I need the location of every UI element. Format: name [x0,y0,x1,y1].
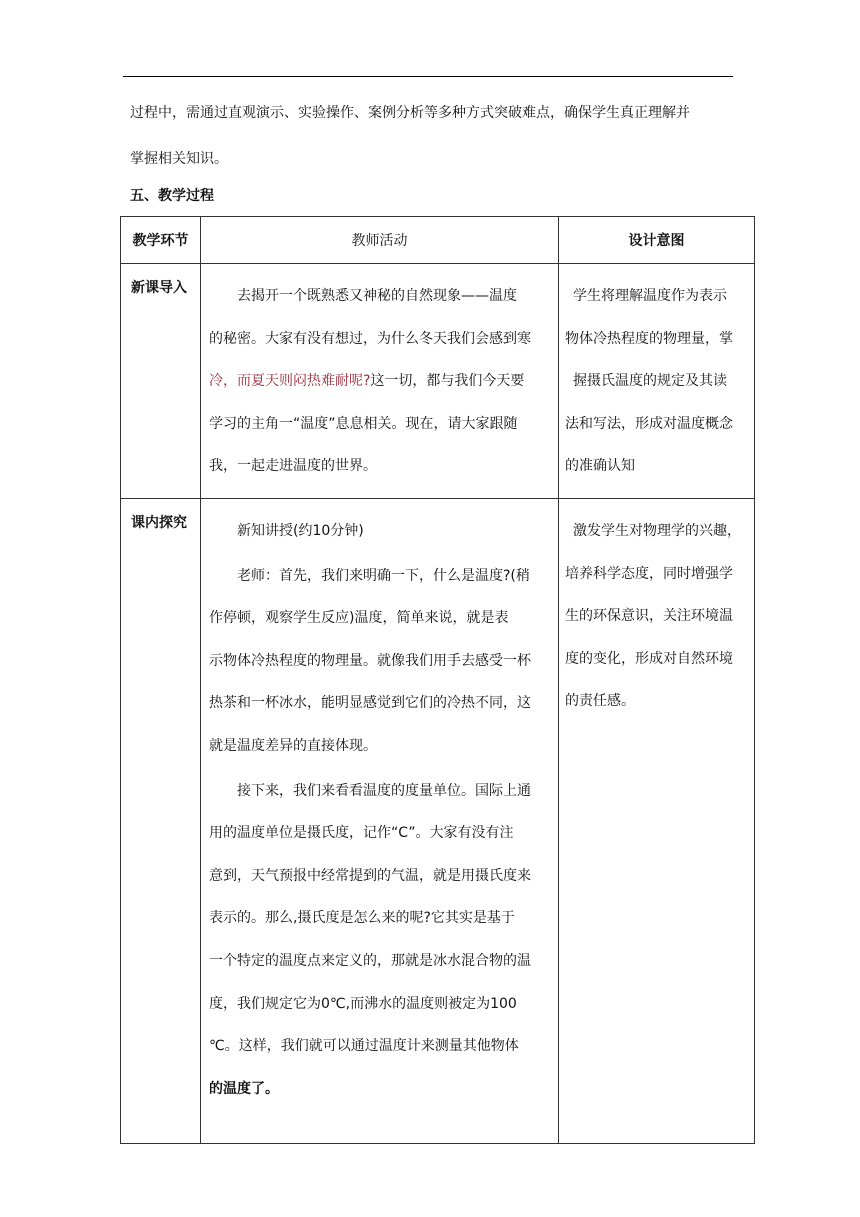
teacher-line: 我，一起走进温度的世界。 [209,458,377,475]
teacher-activity-cell [201,499,559,1144]
design-line: 物体冷热程度的物理量，掌 [565,330,733,347]
teacher-line: 的秘密。大家有没有想过，为什么冬天我们会感到寒 [209,330,531,347]
intro-paragraph [130,90,770,182]
teacher-line: 意到，天气预报中经常提到的气温，就是用摄氏度来 [209,867,531,884]
teacher-line: 示物体冷热程度的物理量。就像我们用手去感受一杯 [209,652,531,669]
design-line: 握摄氏温度的规定及其读 [573,373,727,390]
highlighted-text: 冷，而夏天则闷热难耐呢? [209,373,371,390]
teacher-line-rest: 这一切，都与我们今天要 [370,373,525,390]
header-design-intent: 设计意图 [559,217,755,264]
teacher-line: 表示的。那么,摄氏度是怎么来的呢?它其实是基于 [209,910,515,927]
header-teacher-activity: 教师活动 [201,217,559,264]
design-line: 法和写法，形成对温度概念 [565,415,733,432]
stage-cell: 课内探究 [121,499,201,1144]
section-heading: 五、教学过程 [130,188,214,204]
teacher-line: ℃。这样，我们就可以通过温度计来测量其他物体 [209,1038,519,1055]
teacher-line: 接下来，我们来看看温度的度量单位。国际上通 [237,782,531,799]
design-line: 的准确认知 [565,458,635,475]
table-row [121,264,755,499]
design-intent-cell [559,499,755,1144]
intro-line: 掌握相关知识。 [130,151,228,167]
design-line: 度的变化，形成对自然环境 [565,650,733,667]
design-line: 生的环保意识，关注环境温 [565,608,733,625]
design-line: 激发学生对物理学的兴趣， [573,523,741,539]
teacher-line: 新知讲授(约10分钟) [237,523,364,539]
design-line: 培养科学态度，同时增强学 [565,565,733,582]
header-rule [123,76,733,77]
design-line: 的责任感。 [565,693,635,710]
teacher-activity-cell [201,264,559,499]
teacher-line: 老师：首先，我们来明确一下，什么是温度?(稍 [237,567,530,584]
teacher-line: 度，我们规定它为0℃,而沸水的温度则被定为100 [209,995,517,1012]
header-stage: 教学环节 [121,217,201,264]
teacher-line: 作停顿，观察学生反应)温度，简单来说，就是表 [209,610,509,627]
teacher-line: 用的温度单位是摄氏度，记作“C”。大家有没有注 [209,825,514,842]
teacher-line: 就是温度差异的直接体现。 [209,737,377,754]
intro-line: 过程中，需通过直观演示、实验操作、案例分析等多种方式突破难点，确保学生真正理解并 [130,105,690,121]
table-header-row [121,217,755,264]
design-line: 学生将理解温度作为表示 [573,288,727,304]
teacher-line: 学习的主角一“温度”息息相关。现在，请大家跟随 [209,415,518,432]
teacher-line: 热茶和一杯冰水，能明显感觉到它们的冷热不同，这 [209,695,531,712]
teacher-line-bold: 的温度了。 [209,1080,279,1097]
stage-cell: 新课导入 [121,264,201,499]
teacher-line: 一个特定的温度点来定义的，那就是冰水混合物的温 [209,952,531,969]
table-row [121,499,755,1144]
teacher-line: 去揭开一个既熟悉又神秘的自然现象——温度 [237,288,517,304]
teacher-line-mixed [209,360,554,403]
design-intent-cell [559,264,755,499]
teaching-process-table [120,216,755,1144]
